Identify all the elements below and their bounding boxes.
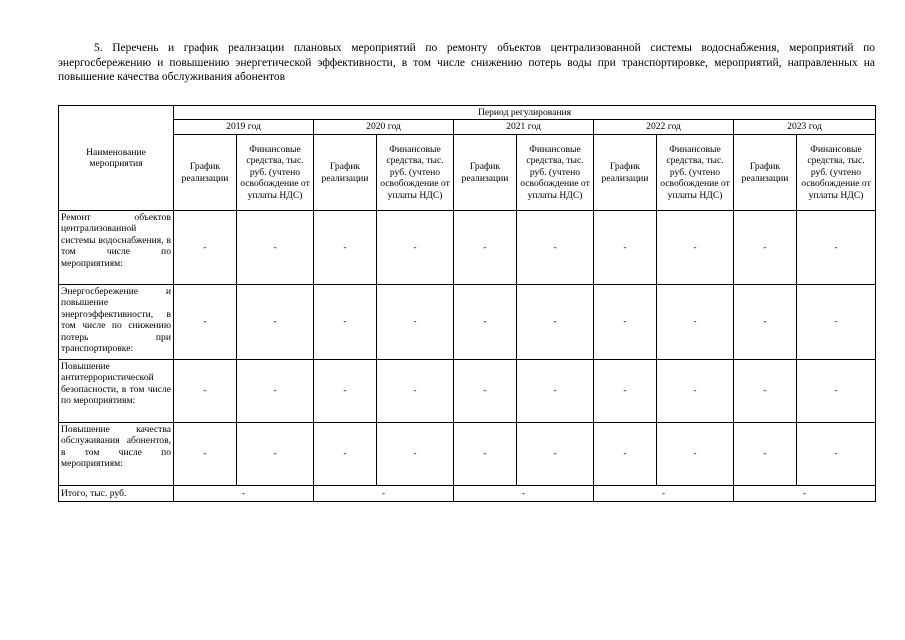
subheader-schedule: График реализации (174, 135, 237, 211)
subheader-schedule: График реализации (734, 135, 797, 211)
section-heading (58, 41, 875, 85)
table-cell: - (734, 423, 797, 486)
table-cell: - (174, 285, 237, 360)
table-cell: - (314, 285, 377, 360)
column-header-period: Период регулирования (174, 106, 876, 120)
total-label: Итого, тыс. руб. (59, 486, 174, 502)
table-cell: - (454, 360, 517, 423)
total-cell: - (174, 486, 314, 502)
table-cell: - (734, 211, 797, 285)
subheader-finance: Финансовые средства, тыс. руб. (учтено освобождение от уплаты НДС) (797, 135, 876, 211)
subheader-finance: Финансовые средства, тыс. руб. (учтено освобождение от уплаты НДС) (517, 135, 594, 211)
total-row (59, 486, 876, 502)
total-cell: - (734, 486, 876, 502)
table-cell: - (797, 360, 876, 423)
table-cell: - (454, 211, 517, 285)
table-cell: - (237, 360, 314, 423)
table-cell: - (797, 423, 876, 486)
table-cell: - (734, 285, 797, 360)
table-cell: - (377, 285, 454, 360)
table-cell: - (657, 211, 734, 285)
table-cell: - (797, 211, 876, 285)
table-cell: - (657, 423, 734, 486)
table-cell: - (237, 211, 314, 285)
table-cell: - (594, 211, 657, 285)
row-name: Энергосбережение и повышение энергоэффективности, в том числе по снижению потерь при транспортировке: (59, 285, 174, 360)
subheader-finance: Финансовые средства, тыс. руб. (учтено освобождение от уплаты НДС) (237, 135, 314, 211)
row-name: Повышение антитеррористической безопасности, в том числе по мероприятиям: (59, 360, 174, 423)
table-cell: - (174, 360, 237, 423)
table-cell: - (174, 423, 237, 486)
year-header: 2019 год (174, 120, 314, 135)
header-row-subcolumns (59, 135, 876, 211)
table-cell: - (237, 423, 314, 486)
column-header-name: Наименование мероприятия (59, 106, 174, 211)
table-row (59, 423, 876, 486)
total-cell: - (454, 486, 594, 502)
subheader-finance: Финансовые средства, тыс. руб. (учтено освобождение от уплаты НДС) (657, 135, 734, 211)
table-row (59, 285, 876, 360)
table-cell: - (657, 285, 734, 360)
year-header: 2023 год (734, 120, 876, 135)
row-name: Ремонт объектов централизованной системы водоснабжения, в том числе по мероприятиям: (59, 211, 174, 285)
plan-table (58, 105, 876, 502)
table-cell: - (517, 211, 594, 285)
table-cell: - (314, 211, 377, 285)
header-row-period (59, 106, 876, 120)
section-heading-text: 5. Перечень и график реализации плановых мероприятий по ремонту объектов централизованной системы водоснабжения, мероприятий по энергосбережению и повышению энергетической эффективности, в том числе снижению потерь воды при транспортировке, мероприятий, направленных на повышение качества обслуживания абонентов (58, 42, 875, 83)
subheader-schedule: График реализации (594, 135, 657, 211)
table-cell: - (517, 285, 594, 360)
table-cell: - (174, 211, 237, 285)
table-cell: - (594, 285, 657, 360)
total-cell: - (314, 486, 454, 502)
table-row (59, 360, 876, 423)
table-cell: - (377, 211, 454, 285)
table-cell: - (657, 360, 734, 423)
table-cell: - (454, 285, 517, 360)
table-cell: - (594, 360, 657, 423)
header-row-years (59, 120, 876, 135)
year-header: 2020 год (314, 120, 454, 135)
table-row (59, 211, 876, 285)
table-cell: - (734, 360, 797, 423)
row-name: Повышение качества обслуживания абонентов, в том числе по мероприятиям: (59, 423, 174, 486)
table-cell: - (314, 423, 377, 486)
table-cell: - (454, 423, 517, 486)
table-cell: - (377, 423, 454, 486)
total-cell: - (594, 486, 734, 502)
table-cell: - (517, 423, 594, 486)
table-cell: - (594, 423, 657, 486)
year-header: 2021 год (454, 120, 594, 135)
year-header: 2022 год (594, 120, 734, 135)
table-cell: - (237, 285, 314, 360)
table-cell: - (797, 285, 876, 360)
subheader-finance: Финансовые средства, тыс. руб. (учтено освобождение от уплаты НДС) (377, 135, 454, 211)
table-cell: - (314, 360, 377, 423)
subheader-schedule: График реализации (454, 135, 517, 211)
table-cell: - (517, 360, 594, 423)
table-cell: - (377, 360, 454, 423)
subheader-schedule: График реализации (314, 135, 377, 211)
